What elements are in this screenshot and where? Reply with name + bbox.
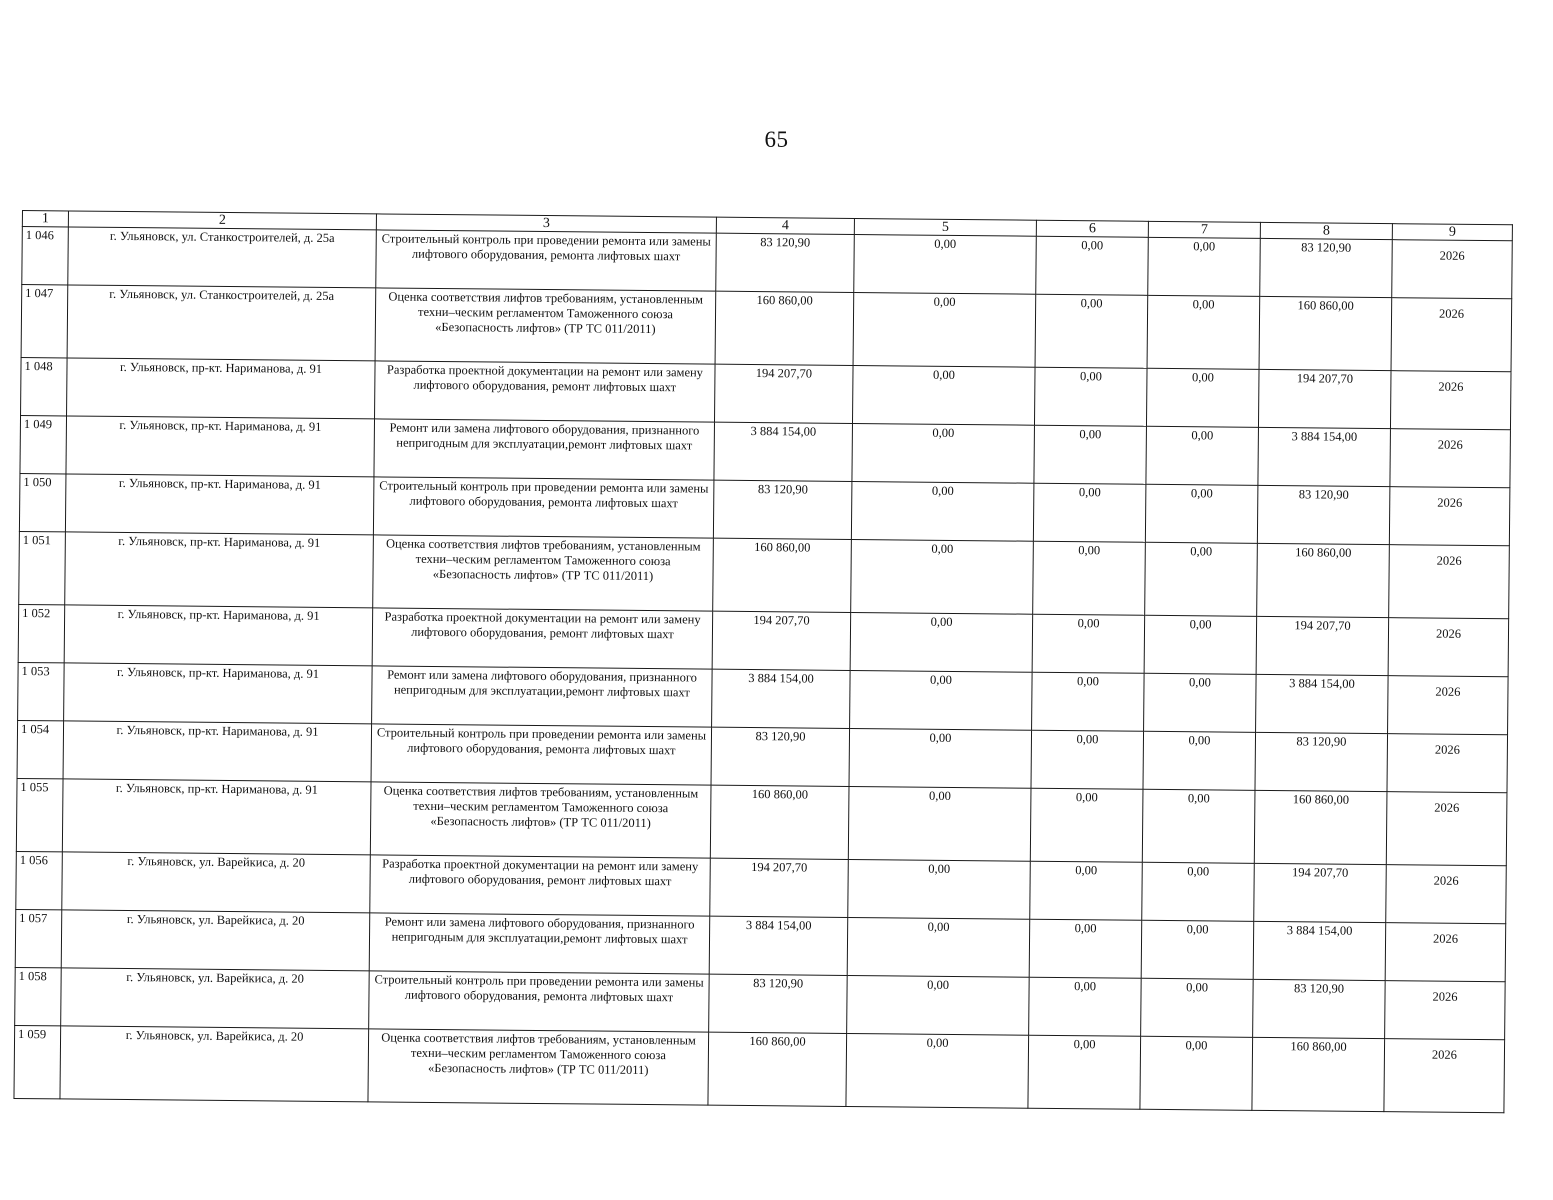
amount-cell: 0,00 — [1034, 367, 1147, 426]
amount-cell: 0,00 — [1143, 731, 1256, 790]
work-type-cell: Строительный контроль при проведении ремонта или замены лифтового оборудования, ремонта лифтовых шахт — [373, 477, 714, 538]
amount-cell: 194 207,70 — [1254, 863, 1387, 922]
amount-cell: 0,00 — [1031, 730, 1144, 789]
address-cell: г. Ульяновск, ул. Варейкиса, д. 20 — [62, 852, 371, 913]
work-type-cell: Разработка проектной документации на ремонт или замену лифтового оборудования, ремонт лифтовых шахт — [372, 608, 713, 669]
row-number-cell: 1 048 — [21, 357, 68, 415]
amount-cell: 160 860,00 — [1257, 543, 1390, 617]
address-cell: г. Ульяновск, пр-кт. Нариманова, д. 91 — [64, 663, 373, 724]
amount-cell: 0,00 — [1142, 789, 1255, 863]
work-type-cell: Строительный контроль при проведении ремонта или замены лифтового оборудования, ремонта лифтовых шахт — [369, 971, 710, 1032]
work-type-cell: Ремонт или замена лифтового оборудования, признанного непригодным для эксплуатации,ремонт лифтовых шахт — [374, 419, 715, 480]
year-cell: 2026 — [1386, 865, 1507, 924]
year-cell: 2026 — [1385, 981, 1506, 1040]
column-header: 9 — [1392, 224, 1512, 241]
amount-cell: 0,00 — [1145, 542, 1258, 616]
work-type-cell: Строительный контроль при проведении ремонта или замены лифтового оборудования, ремонта лифтовых шахт — [371, 724, 712, 785]
address-cell: г. Ульяновск, ул. Станкостроителей, д. 25а — [68, 227, 377, 288]
amount-cell: 194 207,70 — [714, 364, 853, 423]
row-number-cell: 1 058 — [15, 967, 62, 1025]
amount-cell: 0,00 — [1035, 294, 1148, 368]
amount-cell: 0,00 — [848, 859, 1031, 919]
amount-cell: 194 207,70 — [710, 858, 849, 917]
work-type-cell: Оценка соответствия лифтов требованиям, установленным техни–ческим регламентом Таможенного союза «Безопасность лифтов» (ТР ТС 011/2011) — [370, 782, 711, 858]
amount-cell: 0,00 — [1147, 295, 1260, 369]
amount-cell: 83 120,90 — [1257, 485, 1390, 544]
row-number-cell: 1 049 — [20, 415, 67, 473]
amount-cell: 160 860,00 — [708, 1032, 847, 1106]
address-cell: г. Ульяновск, ул. Варейкиса, д. 20 — [60, 1026, 369, 1102]
year-cell: 2026 — [1388, 618, 1509, 677]
column-header: 5 — [854, 218, 1036, 236]
amount-cell: 3 884 154,00 — [1258, 427, 1391, 486]
amount-cell: 0,00 — [851, 481, 1034, 541]
amount-cell: 0,00 — [848, 786, 1031, 861]
amount-cell: 0,00 — [1144, 615, 1257, 674]
work-type-cell: Оценка соответствия лифтов требованиям, установленным техни–ческим регламентом Таможенного союза «Безопасность лифтов» (ТР ТС 011/2011) — [375, 288, 716, 364]
amount-cell: 0,00 — [1140, 1036, 1253, 1110]
work-type-cell: Оценка соответствия лифтов требованиям, установленным техни–ческим регламентом Таможенного союза «Безопасность лифтов» (ТР ТС 011/2011) — [373, 535, 714, 611]
row-number-cell: 1 056 — [16, 851, 63, 909]
amount-cell: 83 120,90 — [1253, 979, 1386, 1038]
year-cell: 2026 — [1390, 371, 1511, 430]
amount-cell: 0,00 — [1142, 862, 1255, 921]
amount-cell: 0,00 — [852, 423, 1035, 483]
address-cell: г. Ульяновск, пр-кт. Нариманова, д. 91 — [65, 532, 374, 608]
address-cell: г. Ульяновск, пр-кт. Нариманова, д. 91 — [67, 358, 376, 419]
amount-cell: 160 860,00 — [715, 291, 854, 365]
year-cell: 2026 — [1387, 734, 1508, 793]
table-row — [14, 1025, 1505, 1112]
amount-cell: 3 884 154,00 — [709, 916, 848, 975]
amount-cell: 0,00 — [1032, 672, 1145, 731]
amount-cell: 83 120,90 — [1255, 732, 1388, 791]
amount-cell: 0,00 — [1030, 861, 1143, 920]
address-cell: г. Ульяновск, ул. Станкостроителей, д. 25а — [67, 285, 376, 361]
column-header: 6 — [1036, 220, 1148, 237]
column-header: 3 — [376, 214, 716, 233]
row-number-cell: 1 057 — [15, 909, 62, 967]
amount-cell: 0,00 — [1029, 919, 1142, 978]
year-cell: 2026 — [1385, 923, 1506, 982]
amount-cell: 0,00 — [1146, 368, 1259, 427]
year-cell: 2026 — [1389, 487, 1510, 546]
amount-cell: 3 884 154,00 — [714, 422, 853, 481]
amount-cell: 3 884 154,00 — [1256, 674, 1389, 733]
amount-cell: 0,00 — [846, 1033, 1029, 1108]
row-number-cell: 1 051 — [19, 531, 66, 604]
address-cell: г. Ульяновск, пр-кт. Нариманова, д. 91 — [64, 605, 373, 666]
column-header: 8 — [1260, 222, 1392, 239]
work-type-cell: Оценка соответствия лифтов требованиям, установленным техни–ческим регламентом Таможенного союза «Безопасность лифтов» (ТР ТС 011/2011) — [368, 1029, 709, 1105]
work-type-cell: Ремонт или замена лифтового оборудования, признанного непригодным для эксплуатации,ремонт лифтовых шахт — [372, 666, 713, 727]
amount-cell: 0,00 — [1141, 920, 1254, 979]
address-cell: г. Ульяновск, пр-кт. Нариманова, д. 91 — [63, 721, 372, 782]
amount-cell: 160 860,00 — [713, 538, 852, 612]
amount-cell: 194 207,70 — [712, 611, 851, 670]
row-number-cell: 1 046 — [22, 227, 69, 285]
row-number-cell: 1 053 — [18, 662, 65, 720]
row-number-cell: 1 054 — [17, 720, 64, 778]
year-cell: 2026 — [1386, 792, 1507, 866]
work-type-cell: Разработка проектной документации на ремонт или замену лифтового оборудования, ремонт лифтовых шахт — [375, 361, 716, 422]
work-type-cell: Ремонт или замена лифтового оборудования, признанного непригодным для эксплуатации,ремонт лифтовых шахт — [369, 913, 710, 974]
amount-cell: 3 884 154,00 — [712, 669, 851, 728]
amount-cell: 0,00 — [851, 539, 1034, 614]
amount-cell: 0,00 — [1034, 425, 1147, 484]
row-number-cell: 1 055 — [16, 778, 63, 851]
amount-cell: 0,00 — [847, 975, 1030, 1035]
year-cell: 2026 — [1390, 429, 1511, 488]
year-cell: 2026 — [1384, 1039, 1505, 1113]
year-cell: 2026 — [1392, 240, 1513, 299]
amount-cell: 83 120,90 — [713, 480, 852, 539]
amount-cell: 160 860,00 — [1254, 790, 1387, 864]
row-number-cell: 1 050 — [19, 473, 66, 531]
amount-cell: 0,00 — [1030, 788, 1143, 862]
amount-cell: 194 207,70 — [1258, 369, 1391, 428]
amount-cell: 0,00 — [850, 670, 1033, 730]
amount-cell: 0,00 — [1036, 236, 1149, 295]
amount-cell: 0,00 — [1148, 237, 1261, 296]
year-cell: 2026 — [1389, 545, 1510, 619]
row-number-cell: 1 059 — [14, 1025, 61, 1098]
year-cell: 2026 — [1388, 676, 1509, 735]
column-header: 1 — [22, 211, 68, 227]
amount-cell: 0,00 — [1033, 541, 1146, 615]
amount-cell: 0,00 — [850, 612, 1033, 672]
column-header: 7 — [1148, 221, 1260, 238]
address-cell: г. Ульяновск, пр-кт. Нариманова, д. 91 — [62, 779, 371, 855]
amount-cell: 0,00 — [1146, 426, 1259, 485]
amount-cell: 0,00 — [1144, 673, 1257, 732]
amount-cell: 160 860,00 — [710, 785, 849, 859]
year-cell: 2026 — [1391, 298, 1512, 372]
amount-cell: 0,00 — [853, 292, 1036, 367]
amount-cell: 0,00 — [849, 728, 1032, 788]
amount-cell: 194 207,70 — [1256, 616, 1389, 675]
amount-cell: 160 860,00 — [1259, 296, 1392, 370]
amount-cell: 0,00 — [1145, 484, 1258, 543]
amount-cell: 0,00 — [852, 365, 1035, 425]
column-header: 2 — [68, 211, 376, 230]
row-number-cell: 1 052 — [18, 604, 65, 662]
amount-cell: 83 120,90 — [711, 727, 850, 786]
amount-cell: 83 120,90 — [709, 974, 848, 1033]
table-body — [14, 211, 1512, 1113]
amount-cell: 0,00 — [1033, 483, 1146, 542]
amount-cell: 0,00 — [1141, 978, 1254, 1037]
works-table — [13, 210, 1512, 1113]
page-number: 65 — [764, 127, 789, 152]
table-container — [13, 210, 1512, 1113]
amount-cell: 83 120,90 — [1260, 238, 1393, 297]
amount-cell: 3 884 154,00 — [1253, 921, 1386, 980]
address-cell: г. Ульяновск, ул. Варейкиса, д. 20 — [61, 910, 370, 971]
amount-cell: 0,00 — [847, 917, 1030, 977]
address-cell: г. Ульяновск, пр-кт. Нариманова, д. 91 — [65, 474, 374, 535]
amount-cell: 0,00 — [1028, 1035, 1141, 1109]
amount-cell: 0,00 — [854, 234, 1037, 294]
address-cell: г. Ульяновск, пр-кт. Нариманова, д. 91 — [66, 416, 375, 477]
amount-cell: 0,00 — [1032, 614, 1145, 673]
work-type-cell: Строительный контроль при проведении ремонта или замены лифтового оборудования, ремонта лифтовых шахт — [376, 230, 717, 291]
row-number-cell: 1 047 — [21, 285, 68, 358]
amount-cell: 83 120,90 — [716, 233, 855, 292]
amount-cell: 160 860,00 — [1252, 1037, 1385, 1111]
column-header: 4 — [716, 217, 854, 234]
address-cell: г. Ульяновск, ул. Варейкиса, д. 20 — [61, 968, 370, 1029]
work-type-cell: Разработка проектной документации на ремонт или замену лифтового оборудования, ремонт лифтовых шахт — [370, 855, 711, 916]
amount-cell: 0,00 — [1029, 977, 1142, 1036]
